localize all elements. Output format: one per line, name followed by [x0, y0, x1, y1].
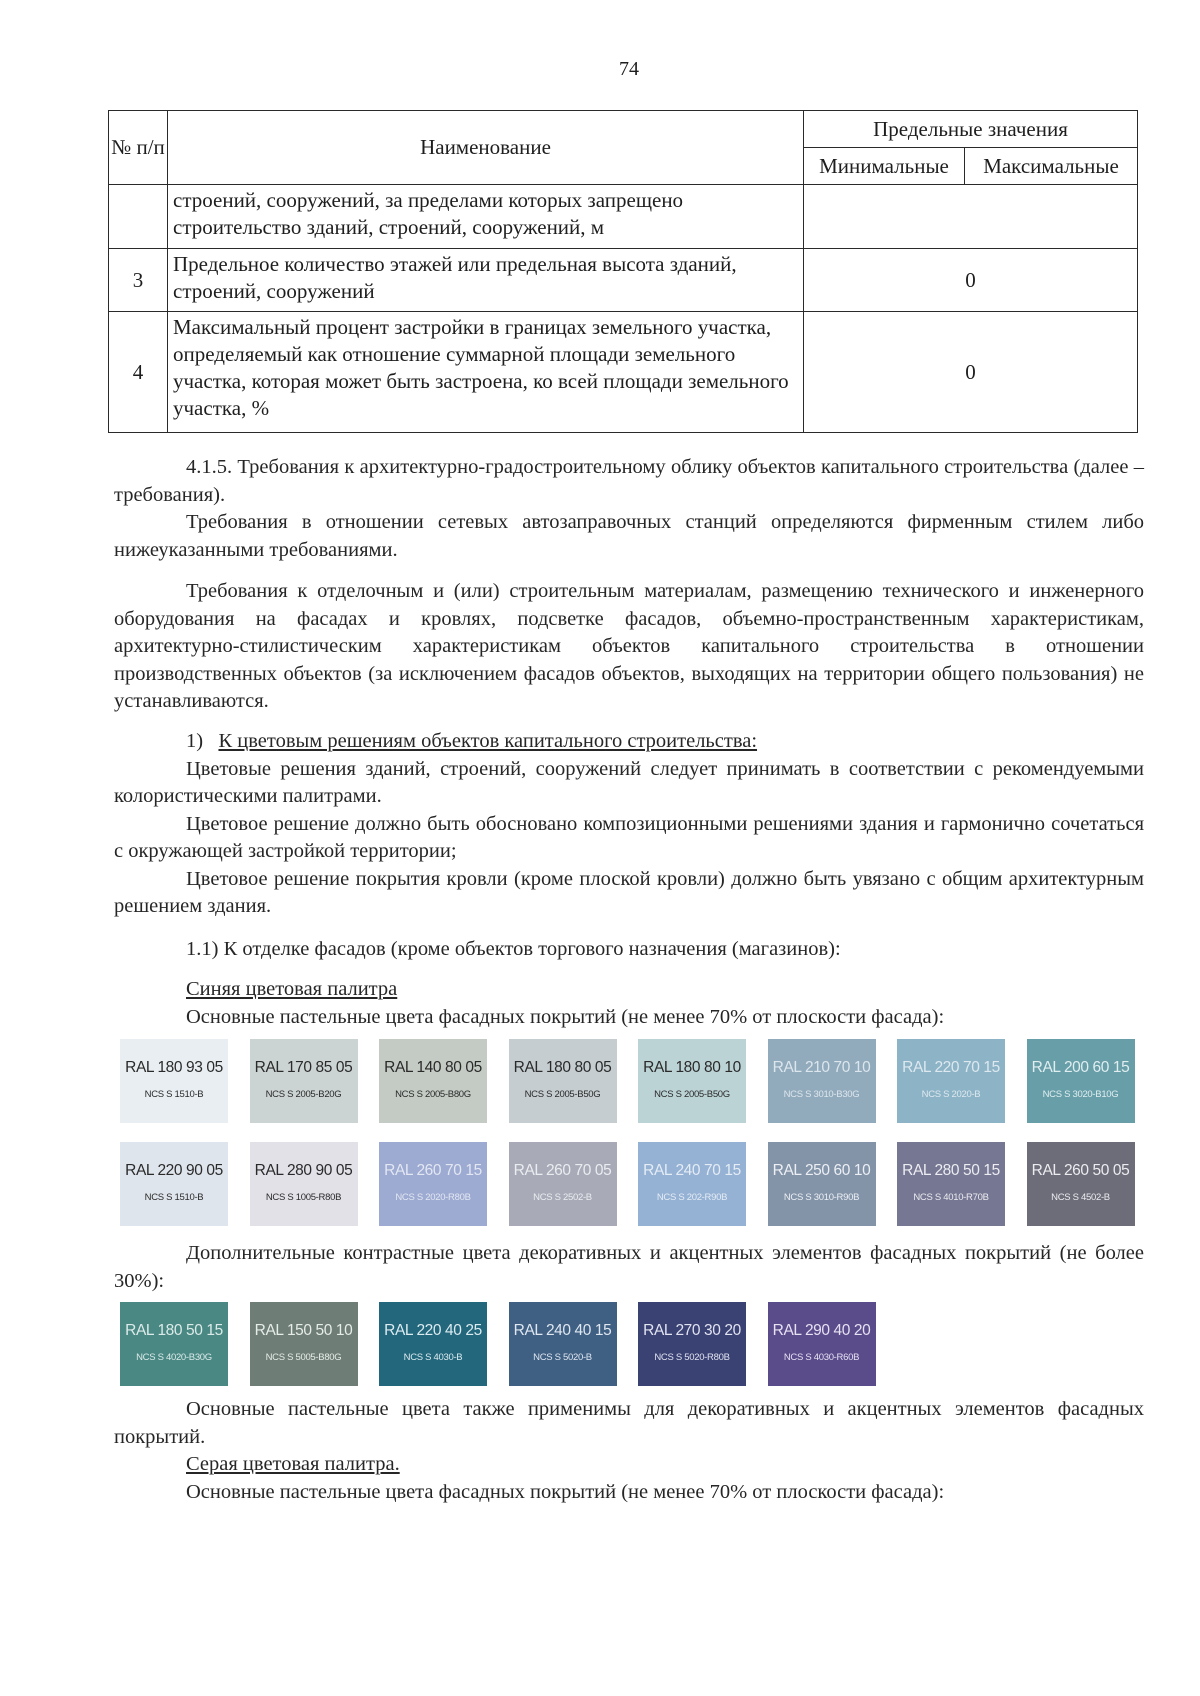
paragraph: Основные пастельные цвета фасадных покрытий (не менее 70% от плоскости фасада): [186, 1005, 945, 1028]
swatch-ral-code: RAL 220 90 05 [125, 1162, 223, 1179]
swatch-ncs-code: NCS S 202-R90B [656, 1192, 728, 1203]
swatch-ral-code: RAL 150 50 10 [254, 1322, 353, 1339]
color-swatch [638, 1039, 746, 1123]
swatch-ral-code: RAL 210 70 10 [772, 1059, 871, 1076]
row-value [804, 185, 1138, 249]
swatch-ncs-code: NCS S 3020-B10G [1042, 1089, 1119, 1100]
swatch-ral-code: RAL 180 80 10 [643, 1059, 741, 1076]
blue-extra-text [114, 1240, 1144, 1295]
row-name: Предельное количество этажей или предельная высота зданий, строений, сооружений [168, 249, 804, 312]
color-swatch [379, 1302, 487, 1386]
blue-note-text [114, 1396, 1144, 1506]
color-swatch [250, 1302, 358, 1386]
swatch-ncs-code: NCS S 4502-B [1051, 1192, 1110, 1203]
section-title: К цветовым решениям объектов капитального строительства: [218, 730, 758, 752]
swatch-ral-code: RAL 250 60 10 [772, 1162, 871, 1179]
header-limits: Предельные значения [804, 111, 1138, 148]
swatch-ral-code: RAL 140 80 05 [384, 1059, 482, 1076]
swatch-ncs-code: NCS S 5005-B80G [265, 1352, 342, 1363]
paragraph: Цветовые решения зданий, строений, сооружений следует принимать в соответствии с рекомендуемыми колористическими палитрами. [114, 757, 1144, 807]
color-solutions-section [114, 728, 1144, 921]
limits-table [108, 110, 1138, 433]
materials-paragraph [114, 578, 1144, 716]
requirements-intro [114, 454, 1144, 564]
color-swatch [638, 1142, 746, 1226]
row-name: строений, сооружений, за пределами которых запрещено строительство зданий, строений, сооружений, м [168, 185, 804, 249]
paragraph: 4.1.5. Требования к архитектурно-градостроительному облику объектов капитального строительства (далее – требования). [114, 456, 1144, 506]
swatch-ncs-code: NCS S 2020-B [921, 1089, 981, 1100]
color-swatch [250, 1039, 358, 1123]
paragraph: Требования к отделочным и (или) строительным материалам, размещению технического и инженерного оборудования на фасадах и кровлях, подсветке фасадов, объемно-пространственным характеристикам, архитектурно-стилистическим характеристикам объектов капитального строительства в отношении производственных объектов (за исключением фасадов объектов, выходящих на территории общего пользования) не устанавливаются. [114, 580, 1144, 712]
swatch-ncs-code: NCS S 2502-B [533, 1192, 592, 1203]
color-swatch [768, 1142, 876, 1226]
swatch-ncs-code: NCS S 3010-R90B [783, 1192, 860, 1203]
row-num [109, 185, 168, 249]
color-swatch [638, 1302, 746, 1386]
row-value: 0 [804, 249, 1138, 312]
table-header-row [109, 111, 1138, 148]
swatch-ral-code: RAL 280 90 05 [254, 1162, 353, 1179]
row-name: Максимальный процент застройки в границах земельного участка, определяемый как отношение суммарной площади земельного участка, которая может быть застроена, ко всей площади земельного участка, % [168, 312, 804, 433]
paragraph: Цветовое решение должно быть обосновано композиционными решениями здания и гармонично сочетаться с окружающей застройкой территории; [114, 812, 1144, 862]
row-num: 3 [109, 249, 168, 312]
swatch-ral-code: RAL 260 70 05 [513, 1162, 612, 1179]
color-swatch [509, 1302, 617, 1386]
swatch-ral-code: RAL 220 70 15 [902, 1059, 1000, 1076]
section-heading [114, 728, 1144, 756]
swatch-ncs-code: NCS S 5020-R80B [654, 1352, 730, 1363]
swatch-ncs-code: NCS S 1005-R80B [265, 1192, 342, 1203]
facade-finish-heading [114, 936, 1144, 964]
swatch-ral-code: RAL 200 60 15 [1031, 1059, 1130, 1076]
swatch-ral-code: RAL 260 70 15 [384, 1162, 482, 1179]
swatch-ncs-code: NCS S 4010-R70B [913, 1192, 989, 1203]
swatch-ncs-code: NCS S 2005-B50G [524, 1089, 601, 1100]
color-swatch [120, 1142, 228, 1226]
swatch-ral-code: RAL 280 50 15 [902, 1162, 1000, 1179]
swatch-ral-code: RAL 220 40 25 [384, 1322, 482, 1339]
table-row [109, 249, 1138, 312]
swatch-ncs-code: NCS S 2005-B20G [265, 1089, 342, 1100]
row-num: 4 [109, 312, 168, 433]
page-number: 74 [619, 58, 639, 80]
swatch-ral-code: RAL 260 50 05 [1031, 1162, 1130, 1179]
header-name: Наименование [168, 111, 804, 185]
color-swatch [897, 1142, 1005, 1226]
blue-palette-title: Синяя цветовая палитра [186, 978, 398, 1000]
color-swatch [768, 1302, 876, 1386]
blue-palette-heading [114, 976, 1144, 1031]
paragraph: Цветовое решение покрытия кровли (кроме плоской кровли) должно быть увязано с общим архитектурным решением здания. [114, 867, 1144, 917]
paragraph: 1.1) К отделке фасадов (кроме объектов торгового назначения (магазинов): [186, 938, 841, 960]
table-row [109, 185, 1138, 249]
swatch-ral-code: RAL 170 85 05 [254, 1059, 353, 1076]
swatch-ncs-code: NCS S 2020-R80B [395, 1192, 471, 1203]
header-max: Максимальные [965, 148, 1138, 185]
color-swatch [1027, 1039, 1135, 1123]
color-swatch [509, 1039, 617, 1123]
swatch-ncs-code: NCS S 4020-B30G [136, 1352, 212, 1363]
color-swatch [897, 1039, 1005, 1123]
color-swatch [120, 1302, 228, 1386]
header-min: Минимальные [804, 148, 965, 185]
color-swatch [379, 1039, 487, 1123]
color-swatch [1027, 1142, 1135, 1226]
swatch-ncs-code: NCS S 2005-B80G [395, 1089, 471, 1100]
swatch-ncs-code: NCS S 4030-R60B [783, 1352, 860, 1363]
paragraph: Дополнительные контрастные цвета декоративных и акцентных элементов фасадных покрытий (не более 30%): [114, 1242, 1144, 1292]
swatch-ral-code: RAL 240 40 15 [513, 1322, 612, 1339]
header-num: № п/п [109, 111, 168, 185]
color-swatch [509, 1142, 617, 1226]
swatch-ncs-code: NCS S 3010-B30G [783, 1089, 860, 1100]
color-swatch [120, 1039, 228, 1123]
swatch-ral-code: RAL 180 80 05 [513, 1059, 612, 1076]
table-row [109, 312, 1138, 433]
swatch-ral-code: RAL 270 30 20 [643, 1322, 741, 1339]
grey-palette-title: Серая цветовая палитра. [186, 1453, 400, 1475]
paragraph: Требования в отношении сетевых автозаправочных станций определяются фирменным стилем либо нижеуказанными требованиями. [114, 511, 1144, 561]
swatch-ncs-code: NCS S 1510-B [144, 1089, 204, 1100]
swatch-ral-code: RAL 180 50 15 [125, 1322, 223, 1339]
swatch-ral-code: RAL 180 93 05 [125, 1059, 223, 1076]
section-number: 1) [186, 730, 204, 752]
color-swatch [768, 1039, 876, 1123]
paragraph: Основные пастельные цвета также применимы для декоративных и акцентных элементов фасадных покрытий. [114, 1398, 1144, 1448]
swatch-ncs-code: NCS S 5020-B [533, 1352, 592, 1363]
row-value: 0 [804, 312, 1138, 433]
swatch-ncs-code: NCS S 4030-B [403, 1352, 463, 1363]
color-swatch [250, 1142, 358, 1226]
swatch-ral-code: RAL 290 40 20 [772, 1322, 871, 1339]
swatch-ncs-code: NCS S 1510-B [144, 1192, 204, 1203]
swatch-ncs-code: NCS S 2005-B50G [654, 1089, 730, 1100]
swatch-ral-code: RAL 240 70 15 [643, 1162, 741, 1179]
color-swatch [379, 1142, 487, 1226]
paragraph: Основные пастельные цвета фасадных покрытий (не менее 70% от плоскости фасада): [186, 1480, 945, 1503]
